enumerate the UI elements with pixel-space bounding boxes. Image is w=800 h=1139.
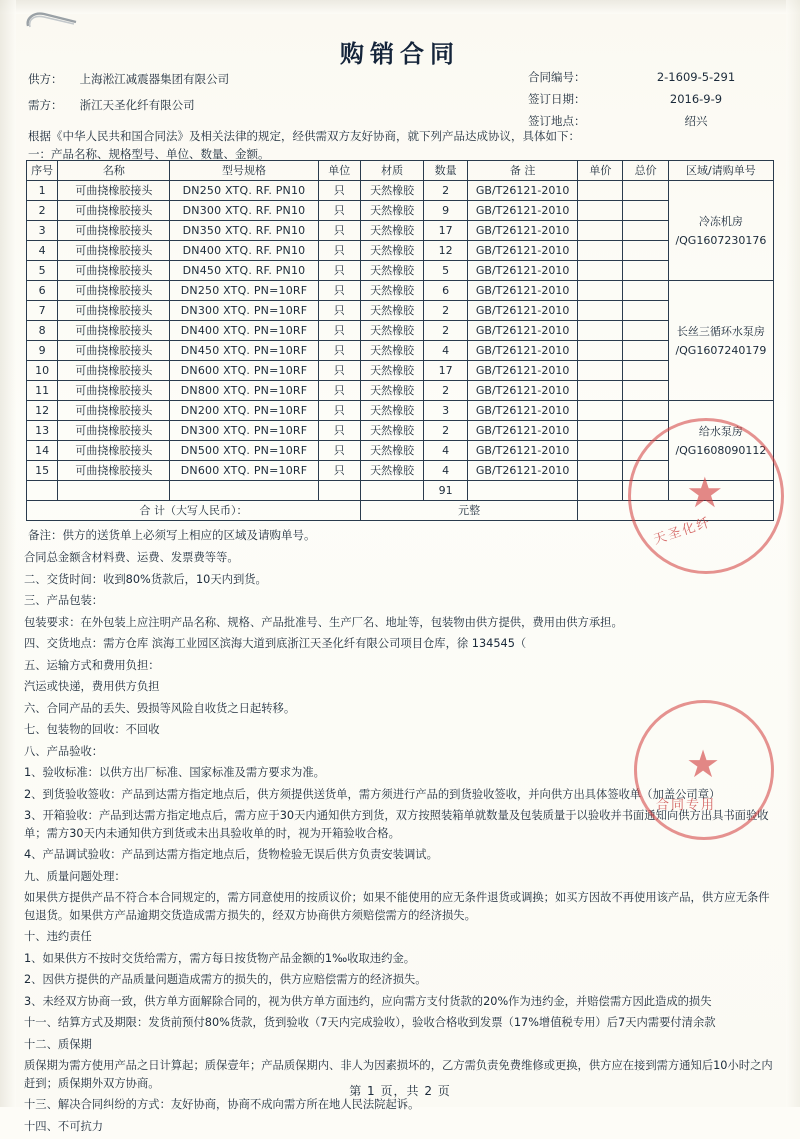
cell-qty: 2 xyxy=(424,181,468,201)
term-paragraph: 五、运输方式和费用负担： xyxy=(24,658,160,672)
cell-total xyxy=(623,321,668,341)
cell-area xyxy=(668,181,773,281)
term-paragraph: 1、如果供方不按时交货给需方，需方每日按货物产品金额的1‰收取违约金。 xyxy=(24,951,416,965)
term-paragraph: 四、交货地点：需方仓库 滨海工业园区滨海大道到底浙江天圣化纤有限公司项目仓库，徐 134545（ xyxy=(24,637,527,650)
supplier-label: 供方： xyxy=(28,72,63,86)
cell-blank xyxy=(318,481,361,501)
cell-no: 9 xyxy=(27,341,58,361)
table-row xyxy=(27,281,774,301)
cell-unit: 只 xyxy=(318,461,361,481)
contract-no-label: 合同编号： xyxy=(528,70,586,84)
table-row xyxy=(27,201,774,221)
lead-paragraph: 根据《中华人民共和国合同法》及相关法律的规定，经供需双方友好协商，就下列产品达成协议，具体如下： xyxy=(28,129,580,143)
buyer-name: 浙江天圣化纤有限公司 xyxy=(79,98,195,112)
cell-total xyxy=(623,261,668,281)
cell-total xyxy=(623,421,668,441)
cell-qty: 4 xyxy=(424,441,468,461)
cell-price xyxy=(578,361,623,381)
cell-note: GB/T26121-2010 xyxy=(468,261,578,281)
cell-price xyxy=(578,461,623,481)
cell-name: 可曲挠橡胶接头 xyxy=(58,201,170,221)
table-row xyxy=(27,181,774,201)
term-paragraph: 1、验收标准：以供方出厂标准、国家标准及需方要求为准。 xyxy=(24,766,325,779)
table-row xyxy=(27,321,774,341)
cell-qty: 2 xyxy=(424,301,468,321)
cell-qty: 3 xyxy=(424,401,468,421)
cell-no: 15 xyxy=(27,461,58,481)
cell-qty-total: 91 xyxy=(424,481,468,501)
company-seal-right: ★ 天圣化纤 xyxy=(628,418,784,574)
cell-total xyxy=(623,201,668,221)
cell-qty: 2 xyxy=(424,381,468,401)
cell-qty: 4 xyxy=(424,341,468,361)
cell-note: GB/T26121-2010 xyxy=(468,401,578,421)
cell-qty: 17 xyxy=(424,221,468,241)
contract-meta-row xyxy=(528,88,778,110)
cell-qty: 5 xyxy=(424,261,468,281)
cell-note: GB/T26121-2010 xyxy=(468,301,578,321)
table-row xyxy=(27,261,774,281)
cell-name: 可曲挠橡胶接头 xyxy=(58,281,170,301)
cell-model: DN450 XTQ. PN=10RF xyxy=(170,341,318,361)
th-unit: 单位 xyxy=(318,161,361,181)
cell-unit: 只 xyxy=(318,361,361,381)
cell-price xyxy=(578,201,623,221)
cell-total xyxy=(623,301,668,321)
cell-model: DN400 XTQ. RF. PN10 xyxy=(170,241,318,261)
cell-model: DN500 XTQ. PN=10RF xyxy=(170,441,318,461)
goods-table xyxy=(26,160,774,521)
term-paragraph: 八、产品验收： xyxy=(24,744,104,758)
th-model: 型号规格 xyxy=(170,161,318,181)
term-paragraph: 十三、解决合同纠纷的方式：友好协商，协商不成向需方所在地人民法院起诉。 xyxy=(24,1098,420,1111)
th-total: 总价 xyxy=(623,161,668,181)
cell-blank xyxy=(361,481,424,501)
cell-material: 天然橡胶 xyxy=(361,181,424,201)
cell-name: 可曲挠橡胶接头 xyxy=(58,261,170,281)
cell-name: 可曲挠橡胶接头 xyxy=(58,361,170,381)
th-area: 区域/请购单号 xyxy=(668,161,773,181)
table-remark: 备注：供方的送货单上必须写上相应的区域及请购单号。 xyxy=(28,528,316,542)
paper-edge-right xyxy=(786,0,800,1107)
cell-model: DN250 XTQ. RF. PN10 xyxy=(170,181,318,201)
paperclip-icon xyxy=(24,6,86,32)
cell-material: 天然橡胶 xyxy=(361,341,424,361)
cell-material: 天然橡胶 xyxy=(361,441,424,461)
cell-blank xyxy=(27,481,58,501)
supplier-name: 上海淞江减震器集团有限公司 xyxy=(79,72,230,86)
cell-no: 14 xyxy=(27,441,58,461)
paper-edge-left xyxy=(0,0,16,1107)
cell-unit: 只 xyxy=(318,401,361,421)
term-paragraph: 汽运或快递，费用供方负担 xyxy=(24,680,160,693)
cell-price xyxy=(578,381,623,401)
cell-model: DN300 XTQ. PN=10RF xyxy=(170,421,318,441)
cell-note: GB/T26121-2010 xyxy=(468,361,578,381)
cell-unit: 只 xyxy=(318,321,361,341)
table-row xyxy=(27,441,774,461)
cell-blank xyxy=(668,481,773,501)
cell-model: DN450 XTQ. RF. PN10 xyxy=(170,261,318,281)
cell-price xyxy=(578,301,623,321)
cell-total-label: 合 计（大写人民币）： xyxy=(27,501,361,521)
cell-price xyxy=(578,261,623,281)
th-note: 备 注 xyxy=(468,161,578,181)
cell-material: 天然橡胶 xyxy=(361,221,424,241)
cell-name: 可曲挠橡胶接头 xyxy=(58,441,170,461)
cell-area xyxy=(668,401,773,481)
term-paragraph: 六、合同产品的丢失、毁损等风险自收货之日起转移。 xyxy=(24,701,296,715)
cell-unit: 只 xyxy=(318,221,361,241)
cell-blank xyxy=(578,481,623,501)
cell-qty: 17 xyxy=(424,361,468,381)
cell-material: 天然橡胶 xyxy=(361,261,424,281)
sign-place-value: 绍兴 xyxy=(684,114,708,128)
cell-no: 11 xyxy=(27,381,58,401)
cell-total xyxy=(623,441,668,461)
cell-model: DN400 XTQ. PN=10RF xyxy=(170,321,318,341)
cell-no: 12 xyxy=(27,401,58,421)
cell-qty: 2 xyxy=(424,421,468,441)
cell-total xyxy=(623,181,668,201)
parties-block xyxy=(28,66,448,118)
area-label: 给水泵房 xyxy=(698,424,743,438)
cell-note: GB/T26121-2010 xyxy=(468,281,578,301)
cell-unit: 只 xyxy=(318,421,361,441)
table-row xyxy=(27,461,774,481)
cell-name: 可曲挠橡胶接头 xyxy=(58,181,170,201)
cell-price xyxy=(578,401,623,421)
sign-date-label: 签订日期： xyxy=(528,92,586,106)
cell-note: GB/T26121-2010 xyxy=(468,241,578,261)
cell-material: 天然橡胶 xyxy=(361,381,424,401)
cell-material: 天然橡胶 xyxy=(361,241,424,261)
cell-material: 天然橡胶 xyxy=(361,301,424,321)
cell-material: 天然橡胶 xyxy=(361,201,424,221)
cell-no: 6 xyxy=(27,281,58,301)
table-row xyxy=(27,421,774,441)
cell-qty: 4 xyxy=(424,461,468,481)
cell-qty: 6 xyxy=(424,281,468,301)
cell-blank xyxy=(623,481,668,501)
term-paragraph: 合同总金额含材料费、运费、发票费等等。 xyxy=(24,551,239,564)
cell-no: 8 xyxy=(27,321,58,341)
cell-material: 天然橡胶 xyxy=(361,361,424,381)
area-order-no: /QG1608090112 xyxy=(675,443,767,457)
cell-note: GB/T26121-2010 xyxy=(468,441,578,461)
cell-note: GB/T26121-2010 xyxy=(468,341,578,361)
cell-price xyxy=(578,441,623,461)
cell-unit: 只 xyxy=(318,201,361,221)
cell-name: 可曲挠橡胶接头 xyxy=(58,461,170,481)
cell-total-amount xyxy=(578,501,774,521)
cell-unit: 只 xyxy=(318,301,361,321)
th-price: 单价 xyxy=(578,161,623,181)
table-row xyxy=(27,221,774,241)
area-label: 长丝三循环水泵房 xyxy=(676,324,765,338)
cell-price xyxy=(578,181,623,201)
cell-name: 可曲挠橡胶接头 xyxy=(58,321,170,341)
cell-unit: 只 xyxy=(318,241,361,261)
cell-no: 1 xyxy=(27,181,58,201)
th-material: 材质 xyxy=(361,161,424,181)
table-row xyxy=(27,401,774,421)
cell-price xyxy=(578,221,623,241)
table-row xyxy=(27,361,774,381)
table-header-row xyxy=(27,161,774,181)
th-no: 序号 xyxy=(27,161,58,181)
contract-no-value: 2-1609-5-291 xyxy=(656,70,736,84)
cell-area xyxy=(668,281,773,401)
cell-name: 可曲挠橡胶接头 xyxy=(58,401,170,421)
area-order-no: /QG1607240179 xyxy=(675,343,767,357)
cell-total-unit-word: 元整 xyxy=(361,501,578,521)
cell-total xyxy=(623,381,668,401)
cell-name: 可曲挠橡胶接头 xyxy=(58,421,170,441)
cell-no: 5 xyxy=(27,261,58,281)
cell-total xyxy=(623,341,668,361)
cell-material: 天然橡胶 xyxy=(361,281,424,301)
contract-seal: ★ 合同专用 xyxy=(634,700,774,840)
term-paragraph: 九、质量问题处理： xyxy=(24,869,126,883)
contract-meta-row xyxy=(528,66,778,88)
term-paragraph: 3、未经双方协商一致，供方单方面解除合同的，视为供方单方面违约，应向需方支付货款的20%作为违约金，并赔偿需方因此造成的损失 xyxy=(24,994,712,1008)
term-paragraph: 4、产品调试验收：产品到达需方指定地点后，货物检验无误后供方负责安装调试。 xyxy=(24,848,438,861)
cell-material: 天然橡胶 xyxy=(361,401,424,421)
term-paragraph: 三、产品包装： xyxy=(24,594,104,607)
cell-total xyxy=(623,361,668,381)
cell-price xyxy=(578,341,623,361)
cell-model: DN600 XTQ. PN=10RF xyxy=(170,461,318,481)
grand-total-row xyxy=(27,501,774,521)
cell-unit: 只 xyxy=(318,261,361,281)
cell-unit: 只 xyxy=(318,281,361,301)
area-order-no: /QG1607230176 xyxy=(675,233,767,247)
section-1-title: 一：产品名称、规格型号、单位、数量、金额。 xyxy=(28,147,270,161)
table-row xyxy=(27,381,774,401)
cell-no: 13 xyxy=(27,421,58,441)
cell-model: DN800 XTQ. PN=10RF xyxy=(170,381,318,401)
supplier-row xyxy=(28,66,448,92)
term-paragraph: 十二、质保期 xyxy=(24,1037,92,1051)
buyer-label: 需方： xyxy=(28,98,63,112)
cell-unit: 只 xyxy=(318,181,361,201)
cell-qty: 2 xyxy=(424,321,468,341)
cell-material: 天然橡胶 xyxy=(361,461,424,481)
sign-place-label: 签订地点： xyxy=(528,114,586,128)
page-footer: 第 1 页，共 2 页 xyxy=(349,1084,451,1098)
term-paragraph: 十、违约责任 xyxy=(24,930,92,943)
cell-note: GB/T26121-2010 xyxy=(468,461,578,481)
cell-total xyxy=(623,401,668,421)
th-name: 名称 xyxy=(58,161,170,181)
cell-unit: 只 xyxy=(318,381,361,401)
cell-material: 天然橡胶 xyxy=(361,421,424,441)
cell-note: GB/T26121-2010 xyxy=(468,421,578,441)
terms-section xyxy=(24,549,780,1139)
cell-note: GB/T26121-2010 xyxy=(468,321,578,341)
table-row xyxy=(27,241,774,261)
cell-unit: 只 xyxy=(318,441,361,461)
cell-name: 可曲挠橡胶接头 xyxy=(58,221,170,241)
cell-name: 可曲挠橡胶接头 xyxy=(58,341,170,361)
cell-note: GB/T26121-2010 xyxy=(468,181,578,201)
cell-qty: 9 xyxy=(424,201,468,221)
sign-date-value: 2016-9-9 xyxy=(669,92,723,106)
cell-total xyxy=(623,241,668,261)
term-paragraph: 2、到货验收签收：产品到达需方指定地点后，供方须提供送货单，需方须进行产品的到货验收签收，并向供方出具体签收单（加盖公司章） xyxy=(24,787,721,801)
cell-no: 4 xyxy=(27,241,58,261)
cell-blank xyxy=(58,481,170,501)
cell-no: 7 xyxy=(27,301,58,321)
cell-model: DN200 XTQ. PN=10RF xyxy=(170,401,318,421)
cell-price xyxy=(578,321,623,341)
table-row xyxy=(27,301,774,321)
cell-price xyxy=(578,421,623,441)
term-paragraph: 3、开箱验收：产品到达需方指定地点后，需方应于30天内通知供方到货，双方按照装箱单就数量及包装质量于以验收并书面通知向供方出具书面验收单；需方30天内未通知供方到货或未出具验收单的时，视为开箱验收合格。 xyxy=(24,809,769,840)
cell-no: 3 xyxy=(27,221,58,241)
cell-no: 10 xyxy=(27,361,58,381)
cell-model: DN350 XTQ. RF. PN10 xyxy=(170,221,318,241)
cell-blank xyxy=(170,481,318,501)
cell-blank xyxy=(468,481,578,501)
cell-no: 2 xyxy=(27,201,58,221)
cell-qty: 12 xyxy=(424,241,468,261)
cell-total xyxy=(623,281,668,301)
cell-name: 可曲挠橡胶接头 xyxy=(58,381,170,401)
cell-total xyxy=(623,221,668,241)
cell-model: DN300 XTQ. RF. PN10 xyxy=(170,201,318,221)
area-label: 冷冻机房 xyxy=(698,214,743,228)
qty-total-row xyxy=(27,481,774,501)
term-paragraph: 七、包装物的回收：不回收 xyxy=(24,723,160,736)
page-title: 购销合同 xyxy=(340,40,460,68)
paper-edge-top xyxy=(0,0,800,14)
cell-model: DN250 XTQ. PN=10RF xyxy=(170,281,318,301)
th-qty: 数量 xyxy=(424,161,468,181)
term-paragraph: 十四、不可抗力 xyxy=(24,1119,104,1133)
term-paragraph: 二、交货时间：收到80%货款后，10天内到货。 xyxy=(24,572,267,586)
term-paragraph: 2、因供方提供的产品质量问题造成需方的损失的，供方应赔偿需方的经济损失。 xyxy=(24,973,427,986)
cell-material: 天然橡胶 xyxy=(361,321,424,341)
cell-total xyxy=(623,461,668,481)
table-row xyxy=(27,341,774,361)
cell-name: 可曲挠橡胶接头 xyxy=(58,301,170,321)
cell-model: DN600 XTQ. PN=10RF xyxy=(170,361,318,381)
term-paragraph: 如果供方提供产品不符合本合同规定的，需方同意使用的按质议价；如果不能使用的应无条件退货或调换；如买方因故不再使用该产品，供方应无条件包退货。如果供方产品逾期交货造成需方损失的，经双方协商供方须赔偿需方的经济损失。 xyxy=(24,891,770,922)
cell-note: GB/T26121-2010 xyxy=(468,381,578,401)
term-paragraph: 质保期为需方使用产品之日计算起；质保壹年；产品质保期内、非人为因素损坏的，乙方需负责免费维修或更换，供方应在接到需方通知后10小时之内赶到；质保期外双方协商。 xyxy=(24,1059,773,1090)
cell-note: GB/T26121-2010 xyxy=(468,221,578,241)
term-paragraph: 十一、结算方式及期限：发货前预付80%货款，货到验收（7天内完成验收），验收合格收到发票（17%增值税专用）后7天内需要付清余款 xyxy=(24,1016,716,1029)
cell-model: DN300 XTQ. PN=10RF xyxy=(170,301,318,321)
cell-price xyxy=(578,241,623,261)
contract-meta xyxy=(528,66,778,132)
cell-name: 可曲挠橡胶接头 xyxy=(58,241,170,261)
cell-unit: 只 xyxy=(318,341,361,361)
term-paragraph: 包装要求：在外包装上应注明产品名称、规格、产品批准号、生产厂名、地址等，包装物由供方提供，费用由供方承担。 xyxy=(24,615,623,629)
buyer-row xyxy=(28,92,448,118)
cell-note: GB/T26121-2010 xyxy=(468,201,578,221)
cell-price xyxy=(578,281,623,301)
